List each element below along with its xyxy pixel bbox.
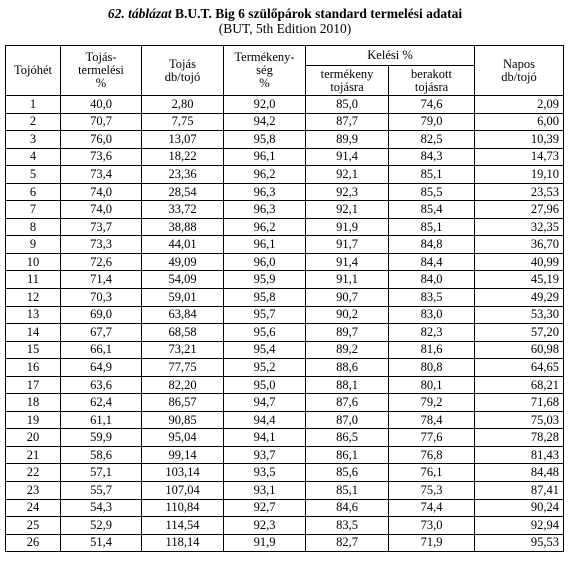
table-row [6, 464, 564, 482]
cell-day-old-chicks: 19,10 [475, 166, 564, 184]
cell-day-old-chicks: 36,70 [475, 236, 564, 254]
cell-day-old-chicks: 60,98 [475, 341, 564, 359]
cell-egg-production: 59,9 [61, 429, 142, 447]
cell-week: 4 [6, 148, 61, 166]
cell-egg-count: 54,09 [142, 271, 224, 289]
cell-week: 19 [6, 411, 61, 429]
cell-egg-production: 62,4 [61, 394, 142, 412]
cell-fertility: 95,0 [224, 376, 306, 394]
cell-egg-production: 73,7 [61, 218, 142, 236]
cell-fertility: 95,6 [224, 324, 306, 342]
cell-hatch-set: 74,4 [389, 499, 475, 517]
cell-hatch-fertile: 85,0 [306, 96, 389, 114]
table-row [6, 446, 564, 464]
table-row [6, 271, 564, 289]
cell-day-old-chicks: 2,09 [475, 96, 564, 114]
cell-hatch-set: 85,1 [389, 166, 475, 184]
cell-hatch-fertile: 89,9 [306, 131, 389, 149]
cell-hatch-fertile: 91,4 [306, 253, 389, 271]
cell-fertility: 94,2 [224, 113, 306, 131]
cell-week: 7 [6, 201, 61, 219]
table-row [6, 289, 564, 307]
cell-day-old-chicks: 64,65 [475, 359, 564, 377]
cell-fertility: 93,1 [224, 482, 306, 500]
table-row [6, 517, 564, 535]
table-row [6, 96, 564, 114]
cell-fertility: 95,8 [224, 131, 306, 149]
cell-hatch-fertile: 90,2 [306, 306, 389, 324]
cell-day-old-chicks: 71,68 [475, 394, 564, 412]
cell-day-old-chicks: 32,35 [475, 218, 564, 236]
cell-week: 25 [6, 517, 61, 535]
table-row [6, 253, 564, 271]
cell-egg-production: 57,1 [61, 464, 142, 482]
cell-hatch-set: 81,6 [389, 341, 475, 359]
cell-hatch-set: 79,0 [389, 113, 475, 131]
cell-egg-production: 72,6 [61, 253, 142, 271]
cell-day-old-chicks: 6,00 [475, 113, 564, 131]
cell-egg-production: 74,0 [61, 201, 142, 219]
cell-week: 24 [6, 499, 61, 517]
cell-hatch-fertile: 86,1 [306, 446, 389, 464]
cell-week: 10 [6, 253, 61, 271]
cell-egg-production: 70,3 [61, 289, 142, 307]
cell-day-old-chicks: 87,41 [475, 482, 564, 500]
cell-week: 14 [6, 324, 61, 342]
header-hatch-group: Kelési % [306, 46, 475, 66]
cell-week: 1 [6, 96, 61, 114]
cell-egg-count: 23,36 [142, 166, 224, 184]
cell-week: 15 [6, 341, 61, 359]
cell-egg-production: 73,3 [61, 236, 142, 254]
cell-hatch-fertile: 87,7 [306, 113, 389, 131]
table-row [6, 482, 564, 500]
table-row [6, 236, 564, 254]
cell-day-old-chicks: 75,03 [475, 411, 564, 429]
cell-egg-count: 63,84 [142, 306, 224, 324]
cell-fertility: 96,3 [224, 201, 306, 219]
cell-hatch-fertile: 83,5 [306, 517, 389, 535]
cell-hatch-set: 84,4 [389, 253, 475, 271]
cell-egg-count: 107,04 [142, 482, 224, 500]
cell-week: 9 [6, 236, 61, 254]
cell-day-old-chicks: 92,94 [475, 517, 564, 535]
cell-fertility: 96,2 [224, 166, 306, 184]
cell-egg-count: 2,80 [142, 96, 224, 114]
cell-hatch-fertile: 82,7 [306, 534, 389, 552]
cell-hatch-fertile: 91,4 [306, 148, 389, 166]
cell-egg-count: 13,07 [142, 131, 224, 149]
cell-hatch-set: 83,5 [389, 289, 475, 307]
table-row [6, 166, 564, 184]
cell-day-old-chicks: 57,20 [475, 324, 564, 342]
cell-week: 18 [6, 394, 61, 412]
cell-hatch-set: 84,3 [389, 148, 475, 166]
cell-week: 23 [6, 482, 61, 500]
cell-hatch-set: 84,8 [389, 236, 475, 254]
cell-week: 16 [6, 359, 61, 377]
cell-egg-production: 58,6 [61, 446, 142, 464]
cell-fertility: 92,3 [224, 517, 306, 535]
cell-egg-count: 49,09 [142, 253, 224, 271]
cell-hatch-set: 84,0 [389, 271, 475, 289]
cell-hatch-set: 80,1 [389, 376, 475, 394]
cell-hatch-set: 77,6 [389, 429, 475, 447]
table-row [6, 394, 564, 412]
cell-day-old-chicks: 84,48 [475, 464, 564, 482]
cell-egg-count: 114,54 [142, 517, 224, 535]
cell-hatch-fertile: 85,6 [306, 464, 389, 482]
cell-egg-production: 55,7 [61, 482, 142, 500]
cell-hatch-fertile: 89,7 [306, 324, 389, 342]
cell-day-old-chicks: 27,96 [475, 201, 564, 219]
cell-egg-production: 54,3 [61, 499, 142, 517]
cell-day-old-chicks: 81,43 [475, 446, 564, 464]
cell-hatch-fertile: 92,1 [306, 166, 389, 184]
header-hatch-fertile: termékeny tojásra [306, 66, 389, 96]
cell-egg-production: 74,0 [61, 183, 142, 201]
cell-day-old-chicks: 45,19 [475, 271, 564, 289]
cell-fertility: 95,7 [224, 306, 306, 324]
cell-day-old-chicks: 95,53 [475, 534, 564, 552]
cell-fertility: 94,7 [224, 394, 306, 412]
table-row [6, 183, 564, 201]
header-egg-count: Tojás db/tojó [142, 46, 224, 96]
table-row [6, 499, 564, 517]
table-row [6, 131, 564, 149]
cell-egg-count: 77,75 [142, 359, 224, 377]
cell-egg-production: 76,0 [61, 131, 142, 149]
cell-hatch-fertile: 92,1 [306, 201, 389, 219]
cell-egg-count: 95,04 [142, 429, 224, 447]
cell-egg-count: 103,14 [142, 464, 224, 482]
cell-egg-production: 70,7 [61, 113, 142, 131]
cell-fertility: 96,3 [224, 183, 306, 201]
cell-week: 26 [6, 534, 61, 552]
table-row [6, 113, 564, 131]
cell-hatch-fertile: 90,7 [306, 289, 389, 307]
table-row [6, 411, 564, 429]
cell-fertility: 92,0 [224, 96, 306, 114]
table-body [6, 96, 564, 552]
header-week: Tojóhét [6, 46, 61, 96]
table-row [6, 376, 564, 394]
table-row [6, 201, 564, 219]
cell-egg-count: 33,72 [142, 201, 224, 219]
table-title-text: B.U.T. Big 6 szülőpárok standard termelési adatai [175, 6, 463, 21]
cell-week: 6 [6, 183, 61, 201]
cell-egg-count: 99,14 [142, 446, 224, 464]
cell-egg-production: 40,0 [61, 96, 142, 114]
cell-day-old-chicks: 53,30 [475, 306, 564, 324]
cell-egg-count: 7,75 [142, 113, 224, 131]
cell-fertility: 96,0 [224, 253, 306, 271]
cell-egg-count: 73,21 [142, 341, 224, 359]
cell-hatch-fertile: 91,1 [306, 271, 389, 289]
cell-week: 3 [6, 131, 61, 149]
cell-day-old-chicks: 10,39 [475, 131, 564, 149]
cell-egg-production: 67,7 [61, 324, 142, 342]
cell-hatch-set: 71,9 [389, 534, 475, 552]
cell-day-old-chicks: 78,28 [475, 429, 564, 447]
cell-hatch-fertile: 85,1 [306, 482, 389, 500]
cell-week: 2 [6, 113, 61, 131]
cell-hatch-set: 85,1 [389, 218, 475, 236]
cell-hatch-fertile: 87,6 [306, 394, 389, 412]
cell-fertility: 95,9 [224, 271, 306, 289]
cell-egg-count: 90,85 [142, 411, 224, 429]
cell-egg-production: 52,9 [61, 517, 142, 535]
cell-egg-count: 18,22 [142, 148, 224, 166]
table-row [6, 534, 564, 552]
cell-egg-production: 63,6 [61, 376, 142, 394]
table-row [6, 148, 564, 166]
cell-egg-count: 28,54 [142, 183, 224, 201]
cell-hatch-set: 79,2 [389, 394, 475, 412]
cell-egg-production: 73,6 [61, 148, 142, 166]
cell-egg-production: 51,4 [61, 534, 142, 552]
header-fertility: Termékeny- ség % [224, 46, 306, 96]
cell-egg-production: 71,4 [61, 271, 142, 289]
cell-week: 12 [6, 289, 61, 307]
cell-day-old-chicks: 68,21 [475, 376, 564, 394]
production-table [5, 45, 564, 552]
table-subtitle: (BUT, 5th Edition 2010) [218, 21, 352, 36]
cell-week: 5 [6, 166, 61, 184]
cell-hatch-set: 76,8 [389, 446, 475, 464]
cell-fertility: 91,9 [224, 534, 306, 552]
cell-fertility: 96,1 [224, 236, 306, 254]
cell-hatch-fertile: 84,6 [306, 499, 389, 517]
cell-fertility: 94,1 [224, 429, 306, 447]
cell-hatch-set: 80,8 [389, 359, 475, 377]
cell-hatch-fertile: 86,5 [306, 429, 389, 447]
cell-hatch-set: 75,3 [389, 482, 475, 500]
table-row [6, 324, 564, 342]
cell-hatch-set: 73,0 [389, 517, 475, 535]
cell-fertility: 95,2 [224, 359, 306, 377]
cell-fertility: 96,1 [224, 148, 306, 166]
header-egg-production: Tojás- termelési % [61, 46, 142, 96]
table-title [0, 6, 570, 21]
cell-egg-count: 118,14 [142, 534, 224, 552]
cell-hatch-fertile: 87,0 [306, 411, 389, 429]
cell-fertility: 95,8 [224, 289, 306, 307]
table-row [6, 341, 564, 359]
table-row [6, 429, 564, 447]
cell-egg-production: 66,1 [61, 341, 142, 359]
cell-hatch-fertile: 89,2 [306, 341, 389, 359]
header-hatch-set: berakott tojásra [389, 66, 475, 96]
cell-fertility: 92,7 [224, 499, 306, 517]
cell-day-old-chicks: 23,53 [475, 183, 564, 201]
cell-week: 17 [6, 376, 61, 394]
cell-day-old-chicks: 14,73 [475, 148, 564, 166]
cell-hatch-set: 83,0 [389, 306, 475, 324]
cell-day-old-chicks: 40,99 [475, 253, 564, 271]
cell-egg-count: 38,88 [142, 218, 224, 236]
cell-egg-production: 61,1 [61, 411, 142, 429]
cell-hatch-fertile: 91,7 [306, 236, 389, 254]
cell-week: 21 [6, 446, 61, 464]
cell-egg-count: 86,57 [142, 394, 224, 412]
cell-egg-count: 82,20 [142, 376, 224, 394]
cell-hatch-set: 82,5 [389, 131, 475, 149]
cell-hatch-fertile: 88,1 [306, 376, 389, 394]
cell-week: 8 [6, 218, 61, 236]
header-day-old-chicks: Napos db/tojó [475, 46, 564, 96]
table-row [6, 218, 564, 236]
cell-egg-production: 64,9 [61, 359, 142, 377]
cell-egg-count: 59,01 [142, 289, 224, 307]
cell-hatch-fertile: 91,9 [306, 218, 389, 236]
cell-fertility: 94,4 [224, 411, 306, 429]
table-number: 62. táblázat [107, 6, 172, 21]
cell-fertility: 93,5 [224, 464, 306, 482]
cell-fertility: 95,4 [224, 341, 306, 359]
cell-week: 20 [6, 429, 61, 447]
cell-day-old-chicks: 49,29 [475, 289, 564, 307]
cell-egg-count: 68,58 [142, 324, 224, 342]
cell-day-old-chicks: 90,24 [475, 499, 564, 517]
cell-hatch-fertile: 88,6 [306, 359, 389, 377]
cell-hatch-fertile: 92,3 [306, 183, 389, 201]
cell-hatch-set: 82,3 [389, 324, 475, 342]
cell-week: 13 [6, 306, 61, 324]
table-row [6, 359, 564, 377]
cell-egg-count: 44,01 [142, 236, 224, 254]
cell-fertility: 96,2 [224, 218, 306, 236]
cell-hatch-set: 78,4 [389, 411, 475, 429]
cell-hatch-set: 74,6 [389, 96, 475, 114]
cell-egg-production: 73,4 [61, 166, 142, 184]
cell-week: 22 [6, 464, 61, 482]
cell-fertility: 93,7 [224, 446, 306, 464]
cell-hatch-set: 85,4 [389, 201, 475, 219]
cell-week: 11 [6, 271, 61, 289]
cell-egg-production: 69,0 [61, 306, 142, 324]
cell-hatch-set: 76,1 [389, 464, 475, 482]
cell-egg-count: 110,84 [142, 499, 224, 517]
table-row [6, 306, 564, 324]
cell-hatch-set: 85,5 [389, 183, 475, 201]
